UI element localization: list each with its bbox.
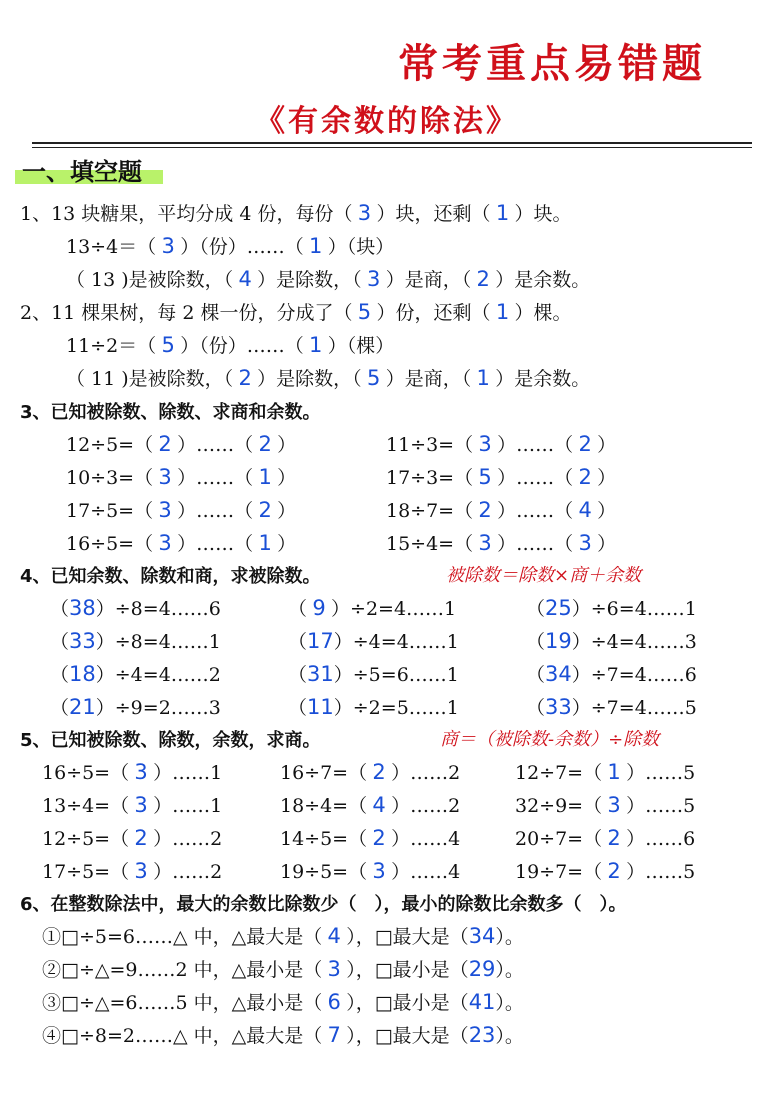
answer: 18	[69, 662, 96, 686]
answer: 1	[309, 234, 323, 258]
q4-heading: 4、已知余数、除数和商，求被除数。	[20, 566, 321, 587]
expression: ÷2=4……1	[350, 598, 457, 620]
divider	[32, 142, 752, 144]
paren: ）	[333, 631, 353, 653]
section-heading: 一、填空题	[22, 158, 142, 186]
paren: ）	[153, 828, 173, 850]
q6-item	[42, 1021, 524, 1048]
paren: ）	[626, 861, 646, 883]
q4-item	[526, 594, 697, 621]
answer: 3	[134, 793, 148, 817]
expression: ÷7=4……6	[590, 664, 697, 686]
paren: ）	[597, 467, 617, 489]
q4-item	[288, 594, 456, 621]
answer: 3	[158, 531, 172, 555]
prompt: ③□÷△=6……5 中，△最小是（	[42, 992, 323, 1014]
dots: ）……（	[497, 533, 574, 555]
dots: ）……（	[497, 500, 574, 522]
expression: 17÷3=（	[386, 467, 474, 489]
expression: ÷2=5……1	[352, 697, 459, 719]
answer: 1	[495, 300, 510, 324]
middle: ），□最小是（	[346, 992, 469, 1014]
middle: ），□最大是（	[346, 926, 469, 948]
paren: ）	[95, 598, 115, 620]
remainder: ……5	[645, 861, 696, 883]
paren: （	[288, 631, 308, 653]
answer: 1	[476, 366, 490, 390]
suffix: ）。	[495, 1025, 524, 1047]
answer: 6	[327, 990, 341, 1014]
paren: ）	[95, 664, 115, 686]
paren: ）	[571, 631, 591, 653]
answer: 5	[478, 465, 492, 489]
expression: ÷8=4……1	[114, 631, 221, 653]
answer: 2	[607, 859, 621, 883]
answer: 2	[607, 826, 621, 850]
answer: 2	[478, 498, 492, 522]
q5-item	[42, 857, 222, 884]
answer: 5	[161, 333, 175, 357]
answer: 29	[468, 957, 496, 981]
prompt: ②□÷△=9……2 中，△最小是（	[42, 959, 323, 981]
remainder: ……4	[410, 861, 461, 883]
answer: 2	[476, 267, 490, 291]
q5-item	[42, 824, 222, 851]
paren: ）	[597, 500, 617, 522]
paren: （	[526, 631, 546, 653]
q4-item	[50, 627, 221, 654]
answer: 4	[238, 267, 252, 291]
dots: ）……（	[177, 500, 254, 522]
dots: ）……（	[177, 533, 254, 555]
answer: 3	[478, 531, 492, 555]
q4-item	[50, 693, 221, 720]
answer: 3	[372, 859, 386, 883]
q3-item	[66, 463, 296, 490]
paren: ）	[333, 664, 353, 686]
expression: 18÷4=（	[280, 795, 368, 817]
dots: ）……（	[177, 434, 254, 456]
paren: ）	[277, 533, 297, 555]
middle: ），□最小是（	[346, 959, 469, 981]
q2-line2: 11÷2＝（ 5 ）（份）……（ 1 ）（棵）	[66, 333, 395, 357]
answer: 4	[327, 924, 341, 948]
paren: ）	[331, 598, 351, 620]
paren: ）	[153, 861, 173, 883]
answer: 3	[134, 859, 148, 883]
paren: （	[526, 697, 546, 719]
q4-item	[526, 627, 697, 654]
q1-line1: 1、13 块糖果，平均分成 4 份，每份（ 3 ）块，还剩（ 1 ）块。	[20, 201, 572, 225]
q6-item	[42, 955, 524, 982]
dots: ）……（	[497, 434, 574, 456]
paren: ）	[571, 697, 591, 719]
paren: ）	[95, 697, 115, 719]
answer: 2	[578, 432, 592, 456]
paren: （	[526, 664, 546, 686]
q6-item	[42, 922, 524, 949]
q5-item	[42, 791, 222, 818]
answer: 25	[545, 596, 572, 620]
q4-item	[526, 660, 697, 687]
paren: ）	[626, 795, 646, 817]
answer: 1	[607, 760, 621, 784]
answer: 1	[309, 333, 323, 357]
expression: 12÷5=（	[42, 828, 130, 850]
q5-item	[280, 758, 460, 785]
q4-item	[288, 627, 459, 654]
expression: ÷8=4……6	[114, 598, 221, 620]
remainder: ……2	[410, 795, 461, 817]
q4-item	[288, 693, 459, 720]
answer: 4	[372, 793, 386, 817]
remainder: ……1	[172, 762, 223, 784]
paren: ）	[277, 434, 297, 456]
paren: ）	[626, 762, 646, 784]
expression: 20÷7=（	[515, 828, 603, 850]
middle: ），□最大是（	[346, 1025, 469, 1047]
remainder: ……4	[410, 828, 461, 850]
q4-item	[50, 594, 221, 621]
answer: 34	[545, 662, 572, 686]
q5-item	[42, 758, 222, 785]
expression: ÷4=4……3	[590, 631, 697, 653]
answer: 38	[69, 596, 96, 620]
paren: （	[288, 697, 308, 719]
remainder: ……2	[410, 762, 461, 784]
q2-line1: 2、11 棵果树，每 2 棵一份，分成了（ 5 ）份，还剩（ 1 ）棵。	[20, 300, 572, 324]
expression: 16÷5=（	[66, 533, 154, 555]
answer: 1	[258, 465, 272, 489]
q3-item	[386, 529, 616, 556]
q1-line3: （ 13 )是被除数，（ 4 ）是除数，（ 3 ）是商，（ 2 ）是余数。	[66, 267, 591, 291]
expression: 10÷3=（	[66, 467, 154, 489]
answer: 3	[161, 234, 175, 258]
expression: ÷5=6……1	[352, 664, 459, 686]
answer: 2	[134, 826, 148, 850]
paren: ）	[597, 533, 617, 555]
paren: ）	[571, 598, 591, 620]
answer: 1	[495, 201, 510, 225]
dots: ）……（	[497, 467, 574, 489]
q5-formula-note: 商＝（被除数-余数）÷除数	[440, 729, 660, 750]
answer: 33	[69, 629, 96, 653]
q4-item	[526, 693, 697, 720]
suffix: ）。	[495, 959, 524, 981]
paren: ）	[571, 664, 591, 686]
answer: 3	[367, 267, 381, 291]
expression: 13÷4=（	[42, 795, 130, 817]
answer: 21	[69, 695, 96, 719]
answer: 9	[312, 596, 326, 620]
answer: 41	[468, 990, 496, 1014]
q3-heading: 3、已知被除数、除数、求商和余数。	[20, 402, 321, 423]
q2-line3: （ 11 )是被除数，（ 2 ）是除数，（ 5 ）是商，（ 1 ）是余数。	[66, 366, 591, 390]
expression: ÷4=4……1	[352, 631, 459, 653]
answer: 7	[327, 1023, 341, 1047]
suffix: ）。	[495, 992, 524, 1014]
remainder: ……6	[645, 828, 696, 850]
q1-line2: 13÷4＝（ 3 ）（份）……（ 1 ）（块）	[66, 234, 395, 258]
answer: 3	[578, 531, 592, 555]
page-title: 常考重点易错题	[398, 41, 706, 87]
paren: （	[50, 697, 70, 719]
remainder: ……2	[172, 828, 223, 850]
expression: 19÷5=（	[280, 861, 368, 883]
expression: 16÷7=（	[280, 762, 368, 784]
expression: ÷6=4……1	[590, 598, 697, 620]
remainder: ……5	[645, 795, 696, 817]
paren: ）	[391, 762, 411, 784]
expression: 15÷4=（	[386, 533, 474, 555]
q5-item	[515, 791, 695, 818]
paren: （	[526, 598, 546, 620]
answer: 2	[578, 465, 592, 489]
answer: 2	[372, 760, 386, 784]
q6-item	[42, 988, 524, 1015]
remainder: ……1	[172, 795, 223, 817]
answer: 23	[468, 1023, 496, 1047]
answer: 2	[238, 366, 252, 390]
q3-item	[386, 430, 616, 457]
expression: ÷4=4……2	[114, 664, 221, 686]
answer: 17	[307, 629, 334, 653]
q5-item	[280, 824, 460, 851]
q4-formula-note: 被除数＝除数×商＋余数	[446, 565, 642, 586]
answer: 11	[307, 695, 334, 719]
answer: 3	[357, 201, 372, 225]
q3-item	[66, 529, 296, 556]
paren: ）	[153, 795, 173, 817]
paren: ）	[333, 697, 353, 719]
prompt: ④□÷8=2……△ 中，△最大是（	[42, 1025, 323, 1047]
suffix: ）。	[495, 926, 524, 948]
answer: 19	[545, 629, 572, 653]
paren: ）	[153, 762, 173, 784]
paren: ）	[391, 861, 411, 883]
paren: ）	[277, 467, 297, 489]
answer: 5	[367, 366, 381, 390]
paren: （	[288, 598, 308, 620]
q5-item	[280, 791, 460, 818]
paren: （	[288, 664, 308, 686]
expression: 18÷7=（	[386, 500, 474, 522]
q5-item	[280, 857, 460, 884]
paren: （	[50, 598, 70, 620]
expression: 17÷5=（	[66, 500, 154, 522]
answer: 3	[478, 432, 492, 456]
answer: 3	[607, 793, 621, 817]
answer: 3	[134, 760, 148, 784]
answer: 1	[258, 531, 272, 555]
expression: 16÷5=（	[42, 762, 130, 784]
expression: 11÷3=（	[386, 434, 474, 456]
paren: ）	[626, 828, 646, 850]
expression: 12÷7=（	[515, 762, 603, 784]
answer: 3	[158, 465, 172, 489]
remainder: ……2	[172, 861, 223, 883]
q5-item	[515, 758, 695, 785]
expression: 14÷5=（	[280, 828, 368, 850]
q5-heading: 5、已知被除数、除数，余数，求商。	[20, 730, 321, 751]
page-subtitle: 《有余数的除法》	[255, 104, 519, 139]
expression: 19÷7=（	[515, 861, 603, 883]
paren: ）	[277, 500, 297, 522]
q3-item	[386, 463, 616, 490]
expression: 17÷5=（	[42, 861, 130, 883]
expression: ÷9=2……3	[114, 697, 221, 719]
paren: ）	[95, 631, 115, 653]
paren: ）	[391, 795, 411, 817]
answer: 33	[545, 695, 572, 719]
q5-item	[515, 824, 695, 851]
q5-item	[515, 857, 695, 884]
answer: 31	[307, 662, 334, 686]
divider-thin	[32, 147, 752, 148]
q3-item	[386, 496, 616, 523]
prompt: ①□÷5=6……△ 中，△最大是（	[42, 926, 323, 948]
answer: 3	[158, 498, 172, 522]
answer: 2	[258, 498, 272, 522]
answer: 2	[258, 432, 272, 456]
paren: ）	[597, 434, 617, 456]
dots: ）……（	[177, 467, 254, 489]
answer: 5	[357, 300, 372, 324]
expression: ÷7=4……5	[590, 697, 697, 719]
q4-item	[288, 660, 459, 687]
paren: （	[50, 664, 70, 686]
answer: 4	[578, 498, 592, 522]
q4-item	[50, 660, 221, 687]
q3-item	[66, 496, 296, 523]
answer: 2	[372, 826, 386, 850]
answer: 34	[468, 924, 496, 948]
expression: 32÷9=（	[515, 795, 603, 817]
q6-heading: 6、在整数除法中，最大的余数比除数少（ ），最小的除数比余数多（ ）。	[20, 894, 627, 915]
paren: ）	[391, 828, 411, 850]
q3-item	[66, 430, 296, 457]
answer: 2	[158, 432, 172, 456]
paren: （	[50, 631, 70, 653]
remainder: ……5	[645, 762, 696, 784]
expression: 12÷5=（	[66, 434, 154, 456]
answer: 3	[327, 957, 341, 981]
